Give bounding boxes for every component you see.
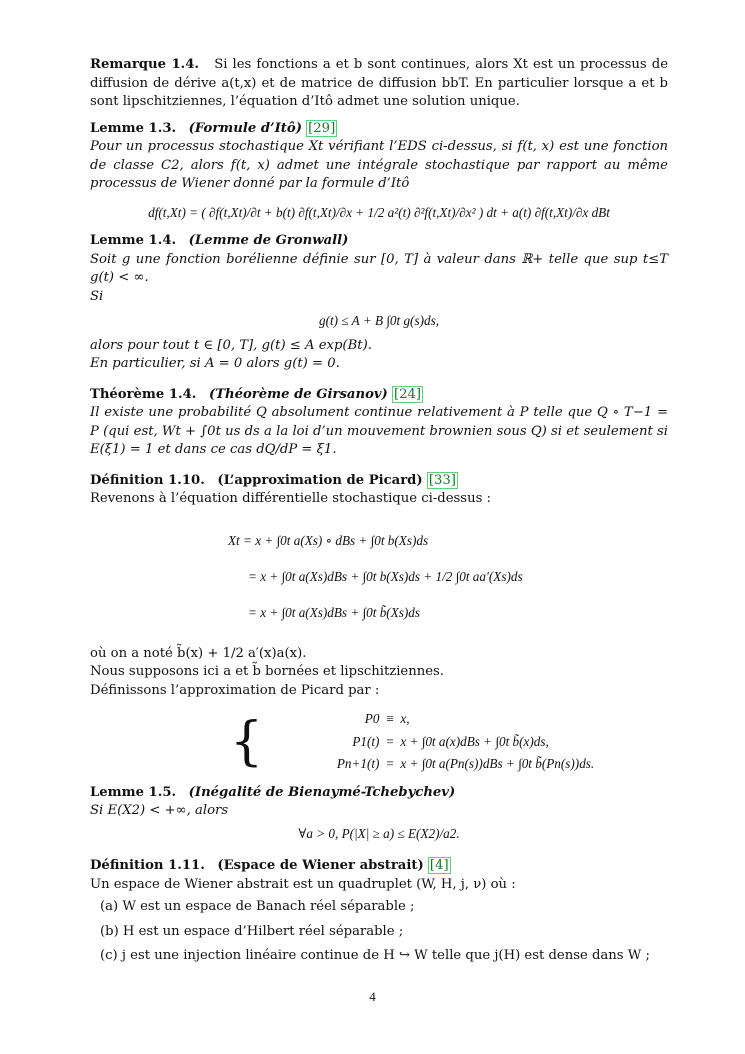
left-brace: { (230, 711, 264, 772)
citation-link[interactable]: [29] (308, 120, 336, 136)
picard-lhs: P0 (364, 711, 380, 726)
picard-lhs: Pn+1(t) (336, 756, 380, 771)
page-number: 4 (369, 989, 376, 1004)
definition-1-10 (90, 472, 668, 509)
citation-link[interactable]: [24] (393, 386, 422, 402)
ito-formula-text: df(t,Xt) = ( ∂f(t,Xt)/∂t + b(t) ∂f(t,Xt)/∂x + 1/2 a²(t) ∂²f(t,Xt)/∂x² ) dt + a(t) ∂f(t,Xt)/∂x dBt (148, 204, 610, 220)
wiener-space-list (100, 898, 668, 966)
definition-1-10-intro: Revenons à l’équation différentielle stochastique ci-dessus : (90, 491, 491, 506)
citation-link[interactable]: [33] (428, 472, 456, 488)
lemme-1-4-heading: Lemme 1.4. (90, 233, 177, 248)
picard-rhs: x + ∫0t a(x)dBs + ∫0t b̃(x)ds, (400, 733, 549, 749)
definition-1-11 (90, 857, 668, 894)
lemme-1-5 (90, 784, 668, 821)
sde-line: Xt = x + ∫0t a(Xs) ∘ dBs + ∫0t b(Xs)ds (228, 532, 429, 548)
lemme-1-5-text: Si E(X2) < +∞, alors (90, 803, 229, 818)
definition-1-11-heading: Définition 1.11. (90, 858, 205, 873)
theoreme-1-4 (90, 386, 668, 460)
sde-line: = x + ∫0t a(Xs)dBs + ∫0t b(Xs)ds + 1/2 ∫0t aa′(Xs)ds (248, 568, 523, 584)
citation-link[interactable]: [4] (429, 858, 449, 873)
sde-equations (228, 523, 668, 631)
definition-1-11-intro: Un espace de Wiener abstrait est un quadruplet (W, H, j, ν) où : (90, 876, 516, 892)
definition-1-10-heading: Définition 1.10. (90, 472, 205, 488)
list-item: (c) j est une injection linéaire continue de H ↪ W telle que j(H) est dense dans W ; (100, 948, 650, 963)
lemme-1-3-title: (Formule d’Itô) (188, 120, 302, 136)
lemme-1-4 (90, 232, 668, 306)
lemme-1-4-title: (Lemme de Gronwall) (188, 233, 349, 248)
definition-1-10-define: Définissons l’approximation de Picard par : (90, 682, 380, 698)
lemme-1-4-text4: En particulier, si A = 0 alors g(t) = 0. (90, 356, 340, 371)
theoreme-1-4-text: Il existe une probabilité Q absolument continue relativement à P telle que Q ∘ T−1 = P (qui est, Wt + ∫0t us ds a la loi d’un mouvement brownien sous Q) si et seulement si E(ξ1) = 1 et dans ce cas dQ/dP = ξ1. (90, 405, 668, 457)
picard-row (334, 753, 597, 776)
lemme-1-4-text1: Soit g une fonction borélienne définie sur [0, T] à valeur dans ℝ+ telle que sup t≤T g(t) < ∞. (90, 251, 668, 285)
remarque-1-4 (90, 56, 668, 112)
definition-1-10-assume: Nous supposons ici a et b̃ bornées et lipschitziennes. (90, 664, 444, 679)
picard-rel: = (385, 733, 395, 749)
remarque-heading: Remarque 1.4. (90, 57, 199, 72)
theoreme-1-4-heading: Théorème 1.4. (90, 386, 197, 402)
picard-lhs: P1(t) (352, 733, 380, 749)
bienayme-formula (90, 825, 668, 844)
definition-1-10-notes (90, 645, 668, 701)
list-item: (a) W est un espace de Banach réel séparable ; (100, 899, 415, 914)
picard-table (334, 708, 597, 776)
theoreme-1-4-title: (Théorème de Girsanov) (208, 386, 388, 402)
gronwall-formula-text: g(t) ≤ A + B ∫0t g(s)ds, (319, 313, 439, 328)
picard-rel: = (385, 756, 395, 771)
lemme-1-4-text2: Si (90, 288, 104, 304)
bienayme-formula-text: ∀a > 0, P(|X| ≥ a) ≤ E(X2)/a2. (298, 825, 460, 841)
lemme-1-4-conclusion (90, 337, 668, 374)
picard-row (334, 708, 597, 731)
page-content (90, 56, 668, 972)
lemme-1-3-heading: Lemme 1.3. (90, 120, 177, 136)
gronwall-formula (90, 312, 668, 331)
sde-line: = x + ∫0t a(Xs)dBs + ∫0t b̃(Xs)ds (248, 604, 421, 620)
lemme-1-5-heading: Lemme 1.5. (90, 784, 177, 800)
definition-1-10-title: (L’approximation de Picard) (217, 472, 423, 488)
list-item: (b) H est un espace d’Hilbert réel séparable ; (100, 923, 404, 939)
definition-1-10-note: où on a noté b̃(x) + 1/2 a′(x)a(x). (90, 645, 307, 661)
ito-formula (90, 204, 668, 223)
picard-rhs: x, (400, 711, 410, 726)
lemme-1-3 (90, 120, 668, 194)
lemme-1-4-text3: alors pour tout t ∈ [0, T], g(t) ≤ A exp(Bt). (90, 337, 372, 353)
lemme-1-3-text: Pour un processus stochastique Xt vérifiant l’EDS ci-dessus, si f(t, x) est une fonction de classe C2, alors f(t, x) admet une intégrale stochastique par rapport au même processus de Wiener donné par la formule d’Itô (90, 139, 668, 191)
picard-system (230, 708, 668, 776)
definition-1-11-title: (Espace de Wiener abstrait) (217, 858, 424, 873)
remarque-text: Si les fonctions a et b sont continues, alors Xt est un processus de diffusion de dérive a(t,x) et de matrice de diffusion bbT. En particulier lorsque a et b sont lipschitziennes, l’équation d’Itô admet une solution unique. (90, 57, 668, 109)
picard-rel: ≡ (385, 711, 395, 726)
picard-rhs: x + ∫0t a(Pn(s))dBs + ∫0t b̃(Pn(s))ds. (400, 756, 595, 771)
lemme-1-5-title: (Inégalité de Bienaymé-Tchebychev) (188, 784, 456, 800)
picard-row (334, 731, 597, 754)
